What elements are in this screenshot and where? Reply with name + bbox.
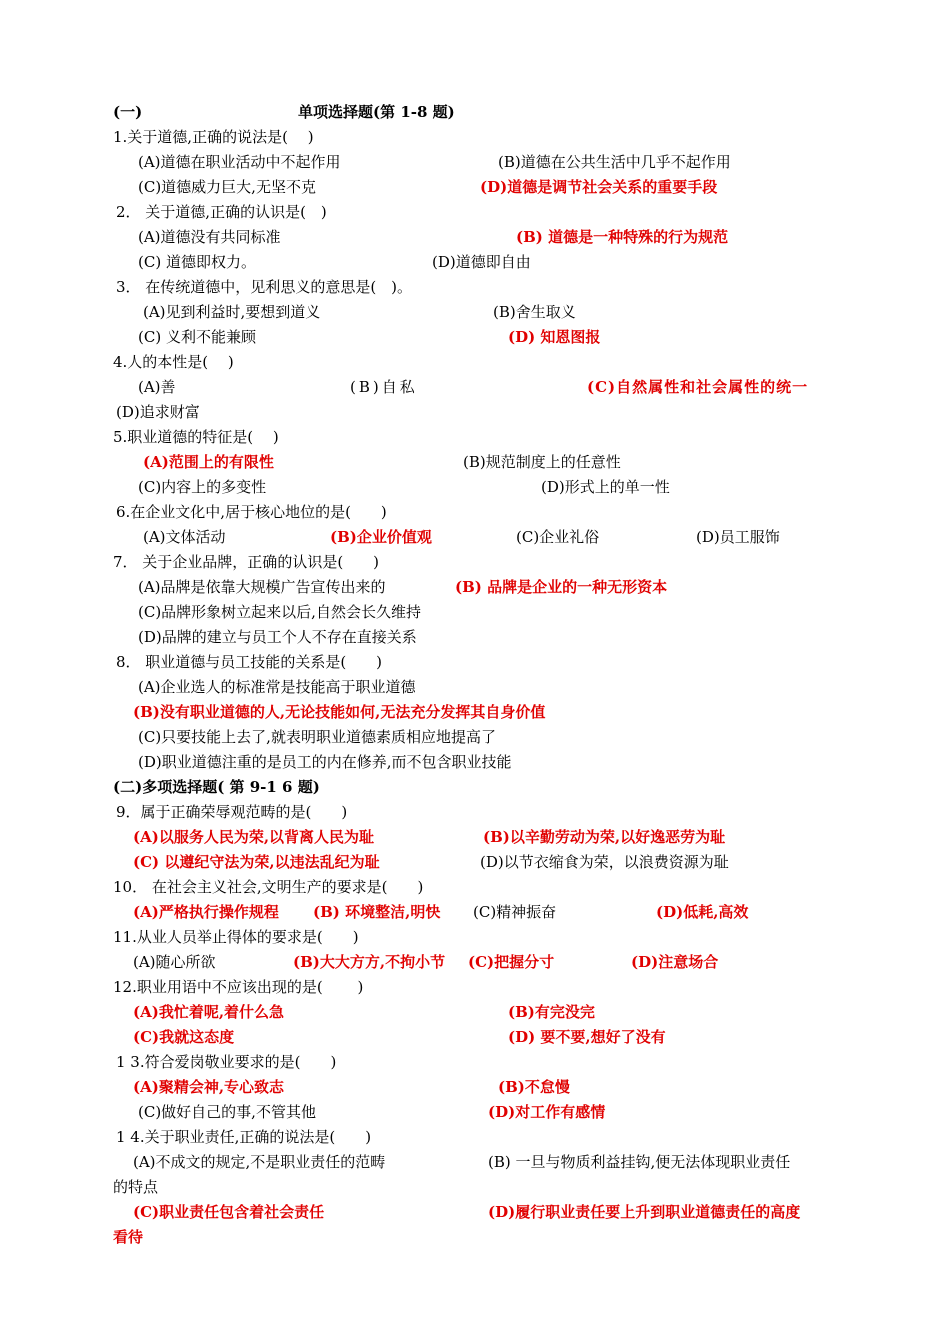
option-c: (C)道德威力巨大,无坚不克 xyxy=(138,178,316,196)
answer-option-b: (B)大大方方,不拘小节 xyxy=(293,953,446,971)
option-c: (C)内容上的多变性 xyxy=(138,478,267,496)
question-stem: 2． 关于道德,正确的认识是( ) xyxy=(116,203,327,221)
answer-option-c: (C) 以遵纪守法为荣,以违法乱纪为耻 xyxy=(133,853,380,871)
option-b: (B)自私 xyxy=(350,378,418,396)
option-a: (A)道德没有共同标准 xyxy=(138,228,281,246)
option-c: (C)企业礼俗 xyxy=(516,528,600,546)
option-c: (C)做好自己的事,不管其他 xyxy=(138,1103,316,1121)
answer-option-c: (C)自然属性和社会属性的统一 xyxy=(587,378,809,396)
option-d: (D)职业道德注重的是员工的内在修养,而不包含职业技能 xyxy=(138,753,512,771)
answer-option-b: (B) 环境整洁,明快 xyxy=(313,903,441,921)
question-stem: 5.职业道德的特征是( ) xyxy=(113,428,279,446)
answer-option-b: (B)有完没完 xyxy=(508,1003,595,1021)
section-label: (一) xyxy=(113,103,143,121)
question-stem: 4.人的本性是( ) xyxy=(113,353,234,371)
answer-option-b: (B) 品牌是企业的一种无形资本 xyxy=(455,578,668,596)
answer-option-b: (B)企业价值观 xyxy=(330,528,432,546)
answer-option-d: (D)道德是调节社会关系的重要手段 xyxy=(480,178,718,196)
option-b: (B)舍生取义 xyxy=(493,303,576,321)
option-c: (C)只要技能上去了,就表明职业道德素质相应地提高了 xyxy=(138,728,496,746)
option-a: (A)见到利益时,要想到道义 xyxy=(143,303,321,321)
option-d: (D)形式上的单一性 xyxy=(541,478,670,496)
option-a: (A)道德在职业活动中不起作用 xyxy=(138,153,341,171)
answer-option-a: (A)严格执行操作规程 xyxy=(133,903,279,921)
option-d: (D)道德即自由 xyxy=(432,253,531,271)
option-a: (A)文体活动 xyxy=(143,528,226,546)
option-a: (A)善 xyxy=(138,378,176,396)
question-stem: 8． 职业道德与员工技能的关系是( ) xyxy=(116,653,383,671)
answer-option-d: (D)注意场合 xyxy=(631,953,719,971)
answer-option-b: (B) 道德是一种特殊的行为规范 xyxy=(516,228,729,246)
question-stem: 9．属于正确荣辱观范畴的是( ) xyxy=(116,803,348,821)
answer-option-d: (D) 知恩图报 xyxy=(508,328,601,346)
option-d: (D)追求财富 xyxy=(116,403,200,421)
answer-option-a: (A)以服务人民为荣,以背离人民为耻 xyxy=(133,828,375,846)
section-title: 单项选择题(第 1-8 题) xyxy=(298,103,455,121)
option-c: (C) 义利不能兼顾 xyxy=(138,328,256,346)
question-stem: 10． 在社会主义社会,文明生产的要求是( ) xyxy=(113,878,424,896)
option-d: (D)品牌的建立与员工个人不存在直接关系 xyxy=(138,628,417,646)
answer-option-b: (B)没有职业道德的人,无论技能如何,无法充分发挥其自身价值 xyxy=(133,703,546,721)
option-b-continuation: 的特点 xyxy=(113,1178,159,1196)
answer-option-d: (D)低耗,高效 xyxy=(656,903,749,921)
option-a: (A)随心所欲 xyxy=(133,953,216,971)
option-c: (C)品牌形象树立起来以后,自然会长久维持 xyxy=(138,603,421,621)
option-d: (D)以节衣缩食为荣，以浪费资源为耻 xyxy=(480,853,729,871)
answer-option-d: (D) 要不要,想好了没有 xyxy=(508,1028,666,1046)
question-stem: 6.在企业文化中,居于核心地位的是( ) xyxy=(116,503,387,521)
answer-option-a: (A)聚精会神,专心致志 xyxy=(133,1078,285,1096)
answer-option-d-continuation: 看待 xyxy=(113,1228,144,1246)
section-title: (二)多项选择题( 第 9-1 6 题) xyxy=(113,778,320,796)
answer-option-c: (C)把握分寸 xyxy=(468,953,555,971)
option-a: (A)不成文的规定,不是职业责任的范畴 xyxy=(133,1153,386,1171)
option-c: (C) 道德即权力。 xyxy=(138,253,256,271)
question-stem: 3． 在传统道德中，见利思义的意思是( )。 xyxy=(116,278,413,296)
answer-option-d: (D)对工作有感情 xyxy=(488,1103,606,1121)
option-d: (D)员工服饰 xyxy=(696,528,780,546)
answer-option-a: (A)范围上的有限性 xyxy=(143,453,274,471)
answer-option-c: (C)我就这态度 xyxy=(133,1028,235,1046)
option-a: (A)品牌是依靠大规模广告宣传出来的 xyxy=(138,578,386,596)
question-stem: 1 4.关于职业责任,正确的说法是( ) xyxy=(116,1128,372,1146)
question-stem: 1.关于道德,正确的说法是( ) xyxy=(113,128,314,146)
answer-option-a: (A)我忙着呢,着什么急 xyxy=(133,1003,285,1021)
question-stem: 11.从业人员举止得体的要求是( ) xyxy=(113,928,359,946)
option-b: (B)道德在公共生活中几乎不起作用 xyxy=(498,153,731,171)
option-c: (C)精神振奋 xyxy=(473,903,557,921)
answer-option-c: (C)职业责任包含着社会责任 xyxy=(133,1203,325,1221)
option-b: (B)规范制度上的任意性 xyxy=(463,453,621,471)
answer-option-b: (B)以辛勤劳动为荣,以好逸恶劳为耻 xyxy=(483,828,726,846)
question-stem: 7． 关于企业品牌，正确的认识是( ) xyxy=(113,553,380,571)
question-stem: 12.职业用语中不应该出现的是( ) xyxy=(113,978,364,996)
option-a: (A)企业选人的标准常是技能高于职业道德 xyxy=(138,678,416,696)
option-b: (B) 一旦与物质利益挂钩,便无法体现职业责任 xyxy=(488,1153,791,1171)
answer-option-d: (D)履行职业责任要上升到职业道德责任的高度 xyxy=(488,1203,801,1221)
answer-option-b: (B)不怠慢 xyxy=(498,1078,570,1096)
question-stem: 1 3.符合爱岗敬业要求的是( ) xyxy=(116,1053,337,1071)
